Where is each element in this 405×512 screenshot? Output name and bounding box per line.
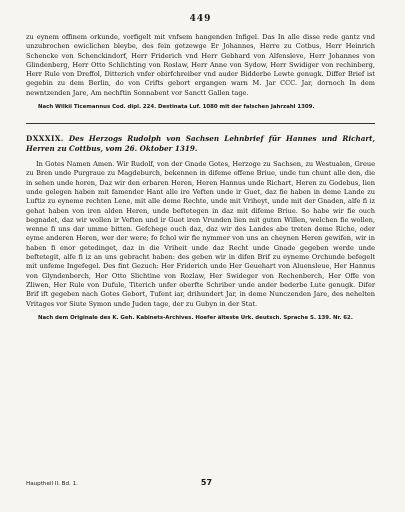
document-body-text: In Gotes Namen Amen. Wir Rudolf, von der Gnade Gotes, Herzoge zu Sachsen, zu Westualen, Greue zu Bren unde Purgraue zu Magdeburch, bekennen in difeme offene Briue, unde tun chunt alle den, die in sehen unde horen, Daz wir den erbaren Heren, Heren Hannus unde Richart, Heren zu Godebus, lien unde gelegen haben mit famender Hant alle ire Veften unde ir Guet, daz fie haben in deme Lande zu Luftiz zu eyneme rechten Lene, mit alle deme Rechte, unde mit Vriheyt, unde mit der Gnaden, alfe fi iz gehat haben von iren alden Heren, unde beftetegen in daz mit difeme Briue. So habe wir fie ouch begnadet, daz wir wollen ir Veften und ir Guet iren Vrunden lien mit guten Willen, welchen fie wollen, wenne fi uns dar umme bitten. Gefchege ouch daz, daz wir des Landes abe treten deme Riche, oder eyme anderen Heren, wer der were; fo fchol wir fie nymmer von uns an cheynen Heren gewifen, wir in haben fi enor getedinget, daz in die Vriheit unde daz Recht unde Gnade gegeben werde unde beftetegit, alfe fi iz an uns gebracht haben: des geben wir in difen Brif zu eyneme Orchunde befegelt mit unfeme Ingefegel. Des fint Gezuch: Her Friderich unde Her Geuehart von Aluensleue, Her Hannus von Glyndenberch, Her Otto Slichtine von Rozlaw, Her Swideger von Rechenberch, Her Offe von Zliwen, Her Rule von Dufule, Titerich unfer oberfte Schriber unde ander bederbe Lute genugk. Difer Brif ift gegeben nach Gotes Gebort, Tufent iar, drihundert Jar, in deme Nunczenden Jare, des nehelten Vritages vor Siute Symon unde Juden tage, der zu Gubyn in der Stat. — [26, 160, 375, 308]
document-heading — [26, 134, 375, 154]
document-title: Des Herzogs Rudolph von Sachsen Lehnbrief für Hannes und Richart, Herren zu Cottbus, vom 26. Oktober 1319. — [26, 134, 375, 154]
document-source-note: Nach dem Originale des K. Geh. Kabinets-Archives. Hoefer älteste Urk. deutsch. Sprache S. 139. Nr. 62. — [38, 314, 353, 321]
previous-document-text: zu eynem offinem orkunde, vorfigelt mit vnfsem hangenden Infigel. Das In alle disse rede gantz vnd unzubrochen ewiclichen bleybe, des fein getzewge Er Johannes, Herre zu Cotbus, Herr Heinrich Schencke von Schenckindorf, Herr Friderich vnd Herr Gebhard von Alfensleve, Herr Johannes von Glindenberg, Herr Otto Schlichting von Roslaw, Herr Anne von Sydow, Herr Swidiger von rechinberg, Herr Rule von Dreffol, Ditterich vnfer obirfchreiber vnd auder Bidderbe Lewte genugk. Differ Brief ist gegebin zu dem Berlin, do von Crifts gebort ergangen warn M. Jar CCC. Jar, dornoch In dem newntzenden Jare, Am nechftin Sonnabent vor Sanctt Gallen tage. — [26, 33, 375, 97]
volume-label: Hauptheil II. Bd. 1. — [26, 481, 78, 487]
page-footer — [26, 478, 375, 487]
previous-source-note: Nach Wilkii Ticemannus Cod. dipl. 224. Destinata Luf. 1080 mit der falschen Jahrzahl 1309. — [38, 104, 315, 111]
signature-mark: 57 — [200, 478, 213, 487]
document-number: DXXXIX. — [26, 134, 64, 144]
page-number: 449 — [189, 14, 212, 24]
section-divider — [26, 123, 375, 124]
